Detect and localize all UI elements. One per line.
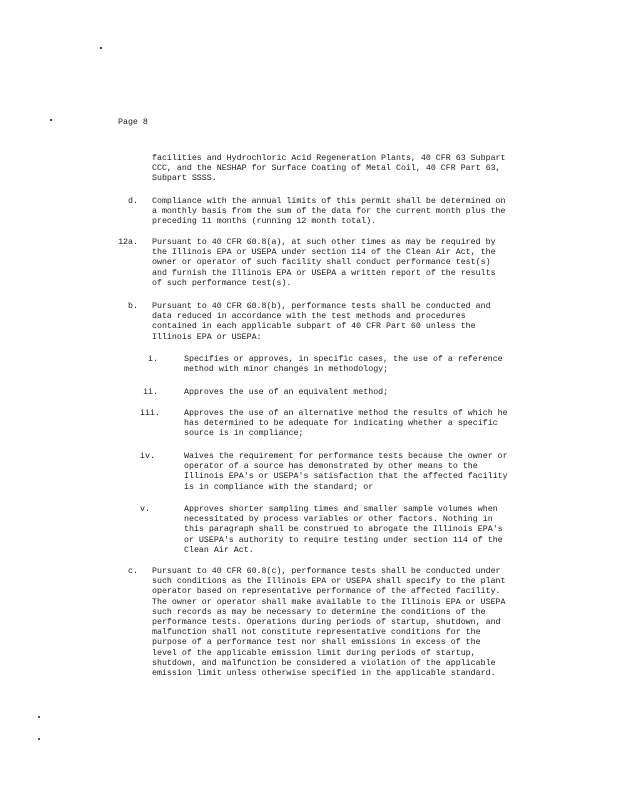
- text-line: purpose of a performance test nor shall emissions in excess of the: [152, 638, 481, 648]
- text-line: Pursuant to 40 CFR 60.8(b), performance tests shall be conducted and: [152, 302, 491, 311]
- item-c-label: c.: [128, 567, 138, 576]
- text-line: operator of a source has demonstrated by other means to the: [184, 462, 478, 472]
- continuation-paragraph: [152, 154, 506, 185]
- text-line: source is in compliance;: [184, 429, 304, 439]
- subitem-v-paragraph: [184, 505, 503, 556]
- text-line: such conditions as the Illinois EPA or USEPA shall specify to the plant: [152, 577, 506, 587]
- item-b-paragraph: [152, 302, 491, 343]
- text-line: such records as may be necessary to determine the conditions of the: [152, 607, 486, 617]
- text-line: Waives the requirement for performance tests because the owner or: [184, 452, 508, 461]
- text-line: Specifies or approves, in specific cases, the use of a reference: [184, 355, 503, 364]
- text-line: CCC, and the NESHAP for Surface Coating of Metal Coil, 40 CFR Part 63,: [152, 164, 501, 174]
- item-d-paragraph: [152, 197, 506, 228]
- subitem-iii-label: iii.: [140, 409, 160, 418]
- text-line: The owner or operator shall make available to the Illinois EPA or USEPA: [152, 597, 506, 607]
- subitem-iv-label: iv.: [140, 452, 155, 461]
- page-number: Page 8: [118, 118, 148, 127]
- item-b-label: b.: [128, 302, 138, 311]
- text-line: is in compliance with the standard; or: [184, 482, 374, 492]
- item-d-label: d.: [128, 197, 138, 206]
- text-line: data reduced in accordance with the test methods and procedures: [152, 312, 466, 322]
- text-line: a monthly basis from the sum of the data for the current month plus the: [152, 207, 506, 217]
- scan-speck: [38, 738, 40, 740]
- text-line: Pursuant to 40 CFR 60.8(c), performance tests shall be conducted under: [152, 567, 501, 576]
- text-line: Illinois EPA's or USEPA's satisfaction that the affected facility: [184, 472, 508, 482]
- text-line: Clean Air Act.: [184, 545, 254, 555]
- text-line: the Illinois EPA or USEPA under section 114 of the Clean Air Act, the: [152, 248, 496, 258]
- text-line: level of the applicable emission limit during periods of startup,: [152, 648, 476, 658]
- item-12a-paragraph: [152, 238, 496, 289]
- text-line: Approves the use of an equivalent method;: [184, 388, 389, 397]
- text-line: Illinois EPA or USEPA:: [152, 332, 262, 342]
- subitem-iii-paragraph: [184, 409, 508, 440]
- text-line: necessitated by process variables or other factors. Nothing in: [184, 515, 493, 525]
- text-line: owner or operator of such facility shall conduct performance test(s): [152, 258, 491, 268]
- text-line: has determined to be adequate for indicating whether a specific: [184, 419, 498, 429]
- text-line: this paragraph shall be construed to abrogate the Illinois EPA's: [184, 525, 503, 535]
- subitem-ii-paragraph: [184, 388, 388, 398]
- scan-speck: [38, 716, 40, 718]
- subitem-v-label: v.: [140, 505, 150, 514]
- subitem-ii-label: ii.: [143, 388, 158, 397]
- subitem-i-label: i.: [148, 355, 158, 364]
- subitem-iv-paragraph: [184, 452, 508, 493]
- text-line: malfunction shall not constitute representative conditions for the: [152, 628, 481, 638]
- item-c-paragraph: [152, 567, 506, 679]
- text-line: shutdown, and malfunction be considered a violation of the applicable: [152, 658, 496, 668]
- text-line: and furnish the Illinois EPA or USEPA a written report of the results: [152, 268, 496, 278]
- text-line: of such performance test(s).: [152, 278, 292, 288]
- text-line: or USEPA's authority to require testing under section 114 of the: [184, 535, 503, 545]
- subitem-i-paragraph: [184, 355, 503, 375]
- text-line: method with minor changes in methodology;: [184, 365, 389, 375]
- text-line: Subpart SSSS.: [152, 174, 217, 184]
- scan-speck: [100, 47, 102, 49]
- text-line: performance tests. Operations during periods of startup, shutdown, and: [152, 618, 501, 628]
- text-line: facilities and Hydrochloric Acid Regeneration Plants, 40 CFR 63 Subpart: [152, 154, 506, 163]
- text-line: Pursuant to 40 CFR 60.8(a), at such other times as may be required by: [152, 238, 496, 247]
- text-line: preceding 11 months (running 12 month total).: [152, 217, 377, 227]
- text-line: contained in each applicable subpart of 40 CFR Part 60 unless the: [152, 322, 476, 332]
- item-12a-label: 12a.: [118, 238, 138, 247]
- text-line: emission limit unless otherwise specified in the applicable standard.: [152, 669, 496, 679]
- text-line: Approves the use of an alternative method the results of which he: [184, 409, 508, 418]
- text-line: operator based on representative performance of the affected facility.: [152, 587, 501, 597]
- text-line: Approves shorter sampling times and smaller sample volumes when: [184, 505, 498, 514]
- scan-speck: [50, 119, 52, 121]
- text-line: Compliance with the annual limits of this permit shall be determined on: [152, 197, 506, 206]
